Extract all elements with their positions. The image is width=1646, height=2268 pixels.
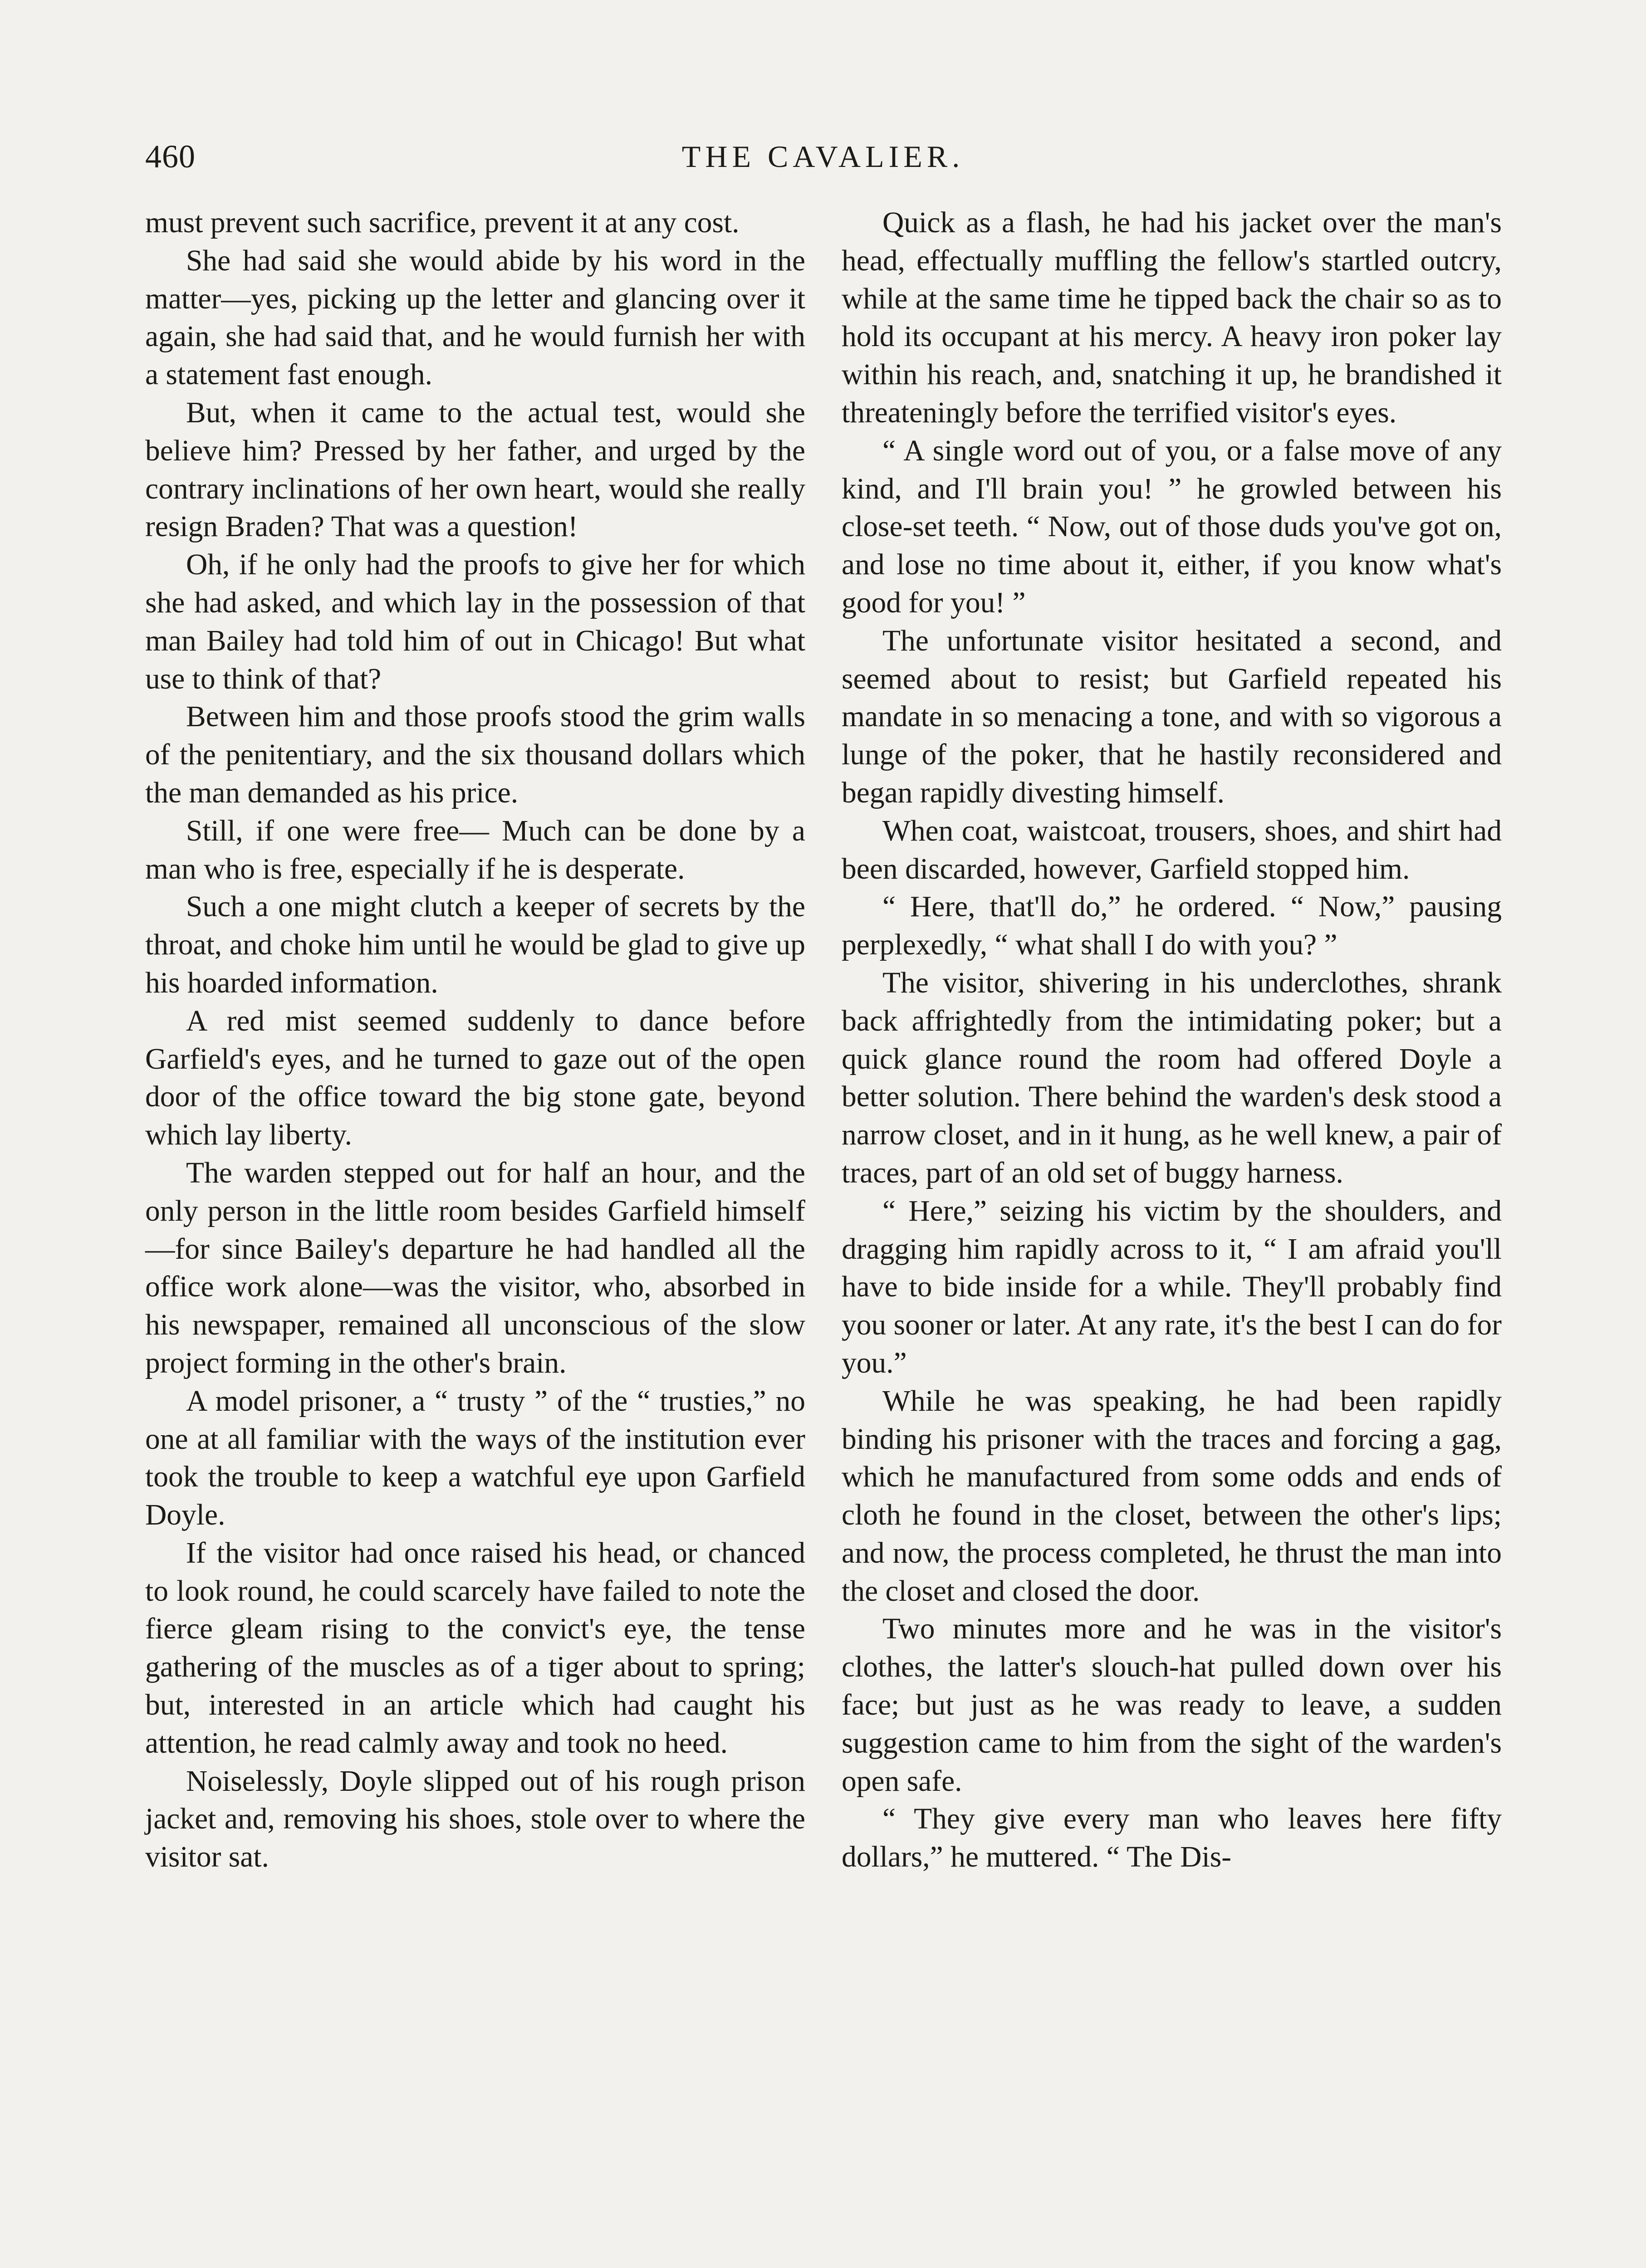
paragraph: “ Here,” seizing his victim by the shoulders, and dragging him rapidly across to it, “ I am afraid you'll have to bide inside for a while. They'll probably find you sooner or later. At any rate, it's the best I can do for you.” [842,1194,1502,1379]
paragraph: She had said she would abide by his word in the matter—yes, picking up the letter and glancing over it again, she had said that, and he would furnish her with a statement fast enough. [145,244,805,391]
paragraph: Two minutes more and he was in the visitor's clothes, the latter's slouch-hat pulled down over his face; but just as he was ready to leave, a sudden suggestion came to him from the sight of the warden's open safe. [842,1613,1502,1798]
running-title: THE CAVALIER. [681,139,965,174]
right-column [842,204,1502,1877]
page-number: 460 [145,138,196,175]
paragraph: The warden stepped out for half an hour, and the only person in the little room besides Garfield himself—for since Bailey's departure he had handled all the office work alone—was the visitor, who, absorbed in his newspaper, remained all unconscious of the slow project forming in the other's brain. [145,1156,805,1379]
paragraph: The unfortunate visitor hesitated a second, and seemed about to resist; but Garfield repeated his mandate in so menacing a tone, and with so vigorous a lunge of the poker, that he hastily reconsidered and began rapidly divesting himself. [842,624,1502,809]
paragraph: “ Here, that'll do,” he ordered. “ Now,” pausing perplexedly, “ what shall I do with you? ” [842,890,1502,962]
paragraph: A model prisoner, a “ trusty ” of the “ trusties,” no one at all familiar with the ways of the institution ever took the trouble to keep a watchful eye upon Garfield Doyle. [145,1384,805,1532]
paragraph: If the visitor had once raised his head, or chanced to look round, he could scarcely have failed to note the fierce gleam rising to the convict's eye, the tense gathering of the muscles as of a tiger about to spring; but, interested in an article which had caught his attention, he read calmly away and took no heed. [145,1536,805,1760]
paragraph: Oh, if he only had the proofs to give her for which she had asked, and which lay in the possession of that man Bailey had told him of out in Chicago! But what use to think of that? [145,548,805,695]
left-column [145,204,805,1877]
paragraph: Between him and those proofs stood the grim walls of the penitentiary, and the six thousand dollars which the man demanded as his price. [145,700,805,809]
page-header [145,132,1501,181]
paragraph: Noiselessly, Doyle slipped out of his rough prison jacket and, removing his shoes, stole over to where the visitor sat. [145,1765,805,1874]
paragraph: Quick as a flash, he had his jacket over the man's head, effectually muffling the fellow's startled outcry, while at the same time he tipped back the chair so as to hold its occupant at his mercy. A heavy iron poker lay within his reach, and, snatching it up, he brandished it threateningly before the terrified visitor's eyes. [842,206,1502,429]
paragraph: must prevent such sacrifice, prevent it at any cost. [145,206,740,239]
paragraph: The visitor, shivering in his underclothes, shrank back affrightedly from the intimidating poker; but a quick glance round the room had offered Doyle a better solution. There behind the warden's desk stood a narrow closet, and in it hung, as he well knew, a pair of traces, part of an old set of buggy harness. [842,966,1502,1189]
paragraph: “ A single word out of you, or a false move of any kind, and I'll brain you! ” he growled between his close-set teeth. “ Now, out of those duds you've got on, and lose no time about it, either, if you know what's good for you! ” [842,434,1502,619]
paragraph: A red mist seemed suddenly to dance before Garfield's eyes, and he turned to gaze out of the open door of the office toward the big stone gate, beyond which lay liberty. [145,1004,805,1152]
paragraph: “ They give every man who leaves here fifty dollars,” he muttered. “ The Dis- [842,1803,1502,1874]
paragraph: But, when it came to the actual test, would she believe him? Pressed by her father, and urged by the contrary inclinations of her own heart, would she really resign Braden? That was a question! [145,396,805,543]
paragraph: When coat, waistcoat, trousers, shoes, and shirt had been discarded, however, Garfield stopped him. [842,814,1502,885]
paragraph: Still, if one were free— Much can be done by a man who is free, especially if he is desperate. [145,814,805,885]
paragraph: Such a one might clutch a keeper of secrets by the throat, and choke him until he would be glad to give up his hoarded information. [145,890,805,999]
paragraph: While he was speaking, he had been rapidly binding his prisoner with the traces and forcing a gag, which he manufactured from some odds and ends of cloth he found in the closet, between the other's lips; and now, the process completed, he thrust the man into the closet and closed the door. [842,1384,1502,1608]
